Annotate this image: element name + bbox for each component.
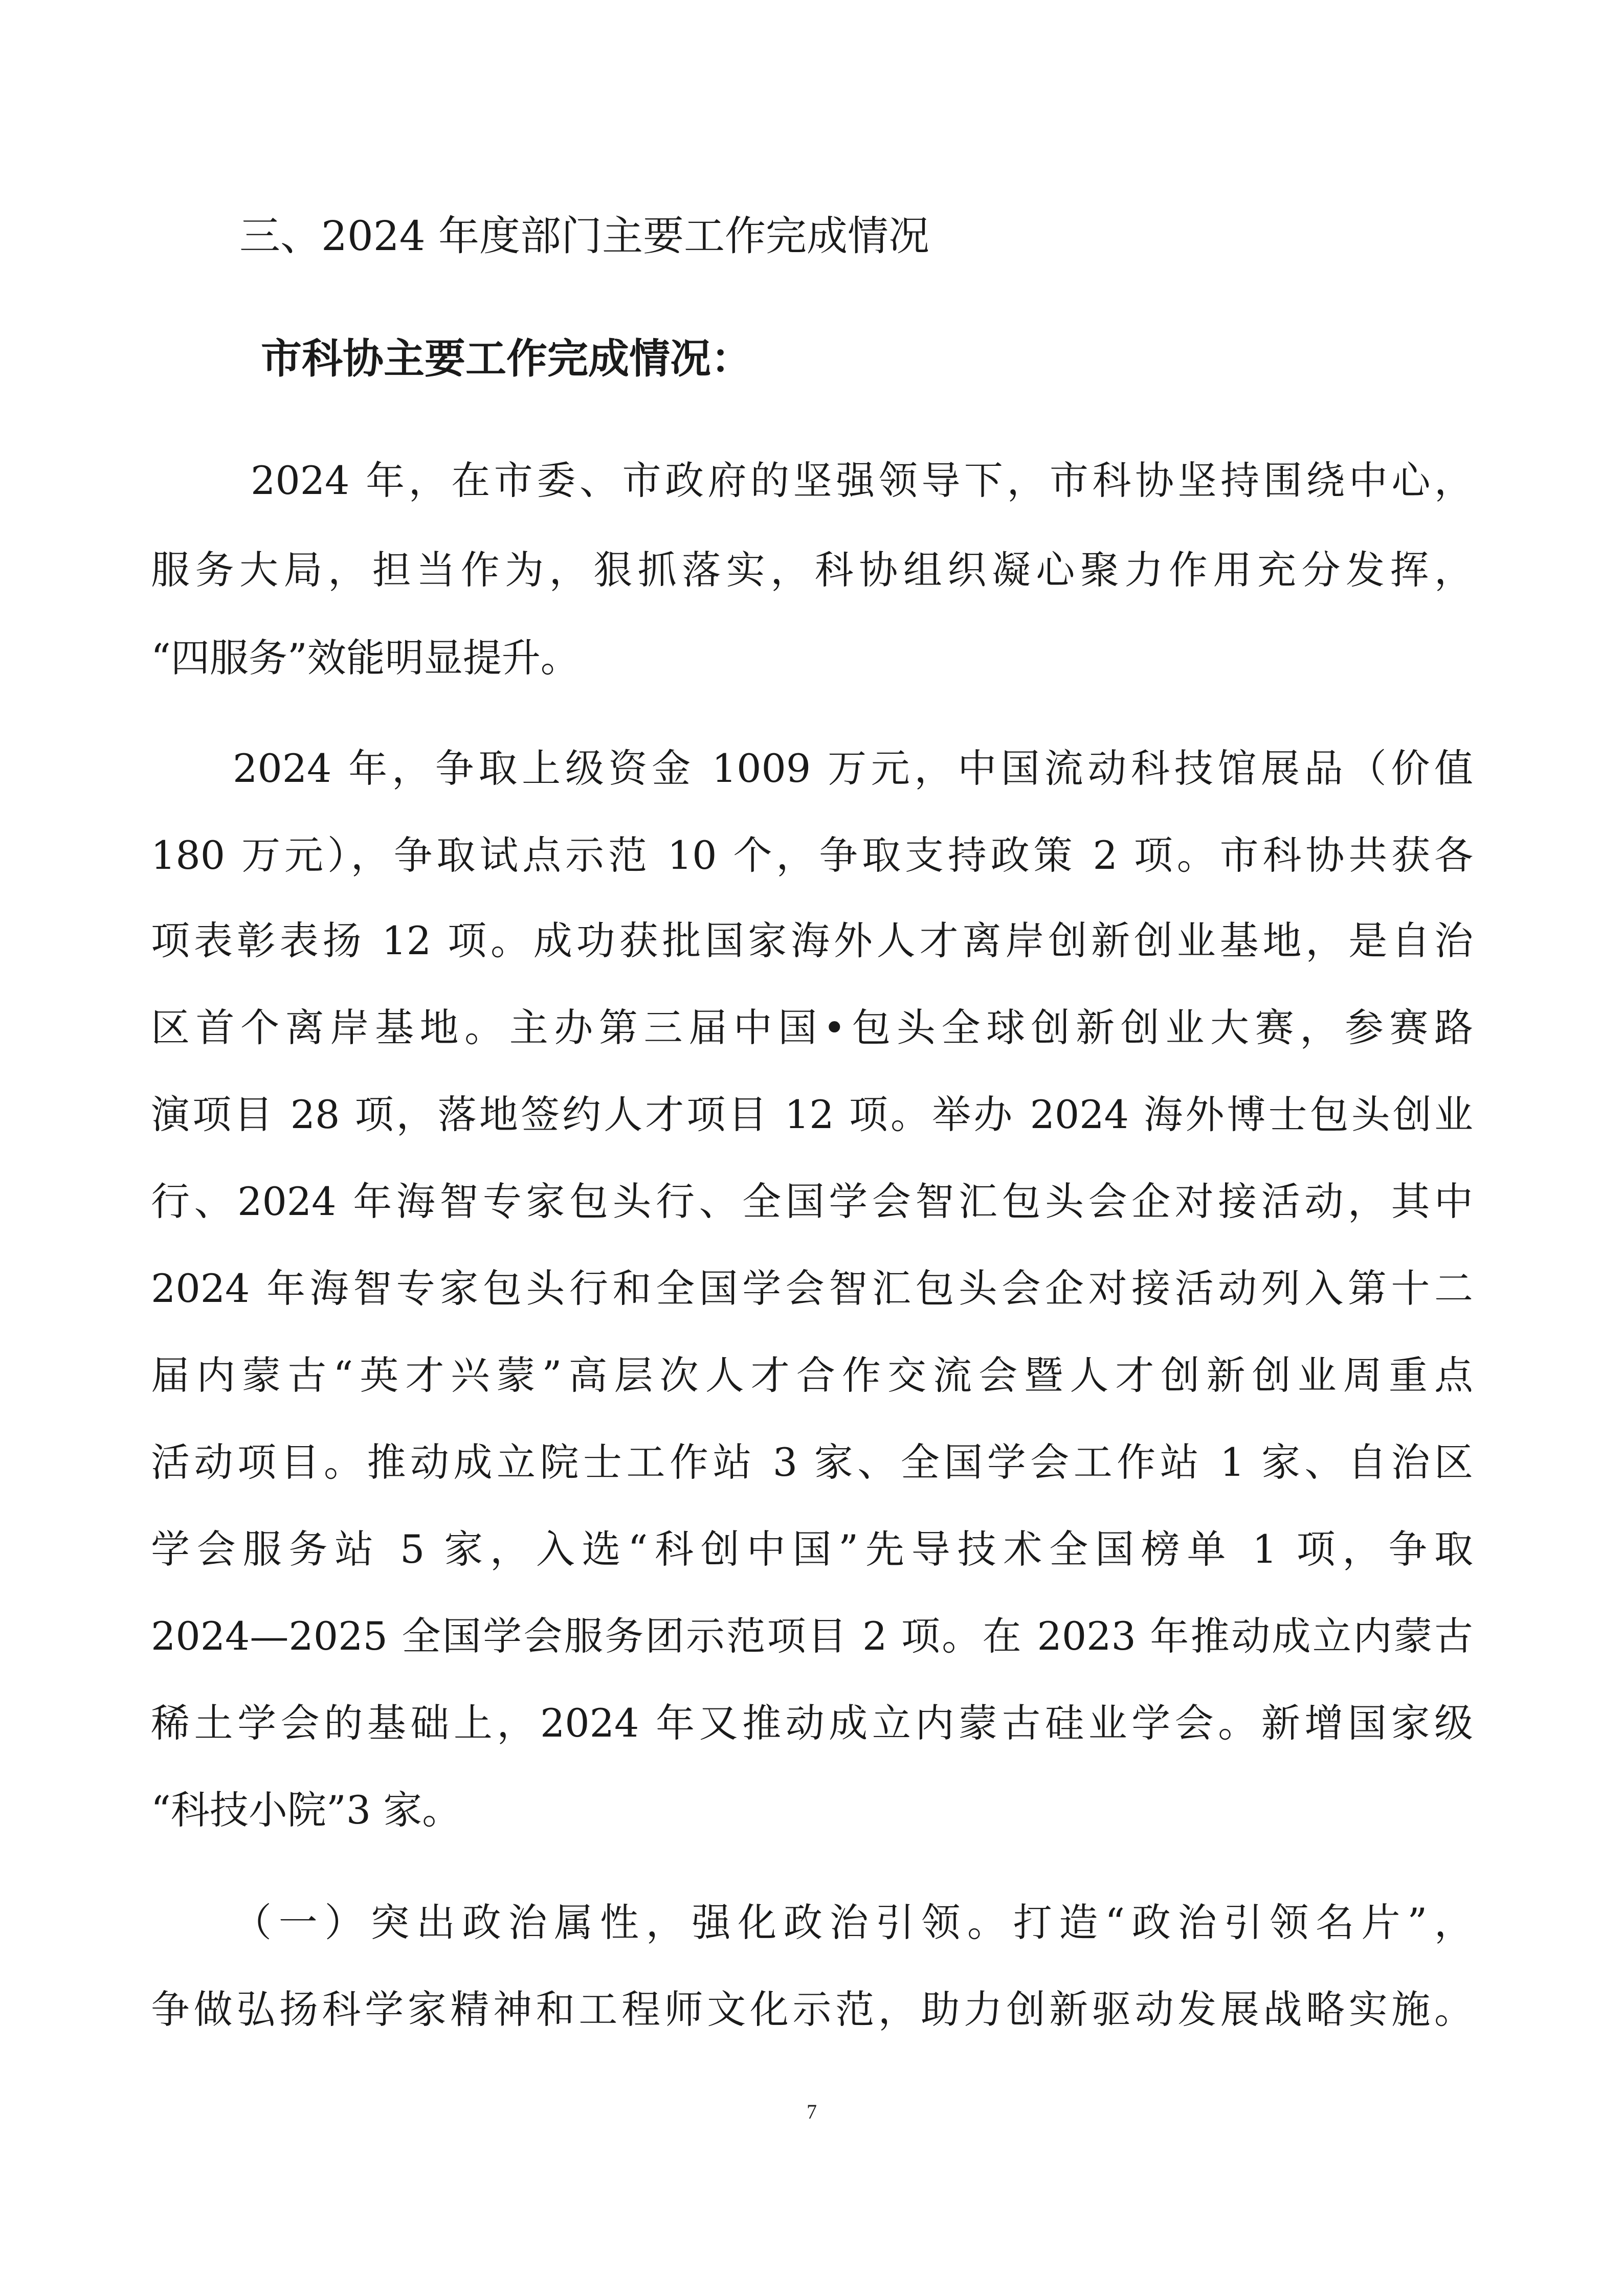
text-line: 争做弘扬科学家精神和工程师文化示范，助力创新驱动发展战略实施。 (151, 1987, 1473, 2032)
subheading: 市科协主要工作完成情况： (261, 335, 752, 382)
text-line: 2024—2025 全国学会服务团示范项目 2 项。在 2023 年推动成立内蒙古 (151, 1613, 1473, 1659)
text-line: 区首个离岸基地。主办第三届中国•包头全球创新创业大赛，参赛路 (151, 1005, 1473, 1050)
text-line: 演项目 28 项，落地签约人才项目 12 项。举办 2024 海外博士包头创业 (151, 1092, 1473, 1137)
text-line: 项表彰表扬 12 项。成功获批国家海外人才离岸创新创业基地，是自治 (151, 918, 1473, 963)
text-line: 活动项目。推动成立院士工作站 3 家、全国学会工作站 1 家、自治区 (151, 1439, 1473, 1485)
text-line: “科技小院”3 家。 (151, 1787, 461, 1833)
text-line: （一）突出政治属性，强化政治引领。打造“政治引领名片”， (233, 1900, 1473, 1945)
text-line: 学会服务站 5 家，入选“科创中国”先导技术全国榜单 1 项，争取 (151, 1526, 1473, 1572)
text-line: 2024 年海智专家包头行和全国学会智汇包头会企对接活动列入第十二 (151, 1266, 1473, 1311)
text-line: “四服务”效能明显提升。 (151, 635, 580, 681)
page-number: 7 (807, 2100, 817, 2123)
text-line: 届内蒙古“英才兴蒙”高层次人才合作交流会暨人才创新创业周重点 (151, 1353, 1473, 1398)
text-line: 180 万元），争取试点示范 10 个，争取支持政策 2 项。市科协共获各 (151, 832, 1473, 878)
text-line: 2024 年，争取上级资金 1009 万元，中国流动科技馆展品（价值 (233, 746, 1473, 791)
section-heading: 三、2024 年度部门主要工作完成情况 (239, 212, 930, 260)
text-line: 行、2024 年海智专家包头行、全国学会智汇包头会企对接活动，其中 (151, 1179, 1473, 1224)
text-line: 2024 年，在市委、市政府的坚强领导下，市科协坚持围绕中心， (251, 458, 1473, 503)
text-line: 服务大局，担当作为，狠抓落实，科协组织凝心聚力作用充分发挥， (151, 547, 1473, 593)
text-line: 稀土学会的基础上，2024 年又推动成立内蒙古硅业学会。新增国家级 (151, 1700, 1473, 1746)
